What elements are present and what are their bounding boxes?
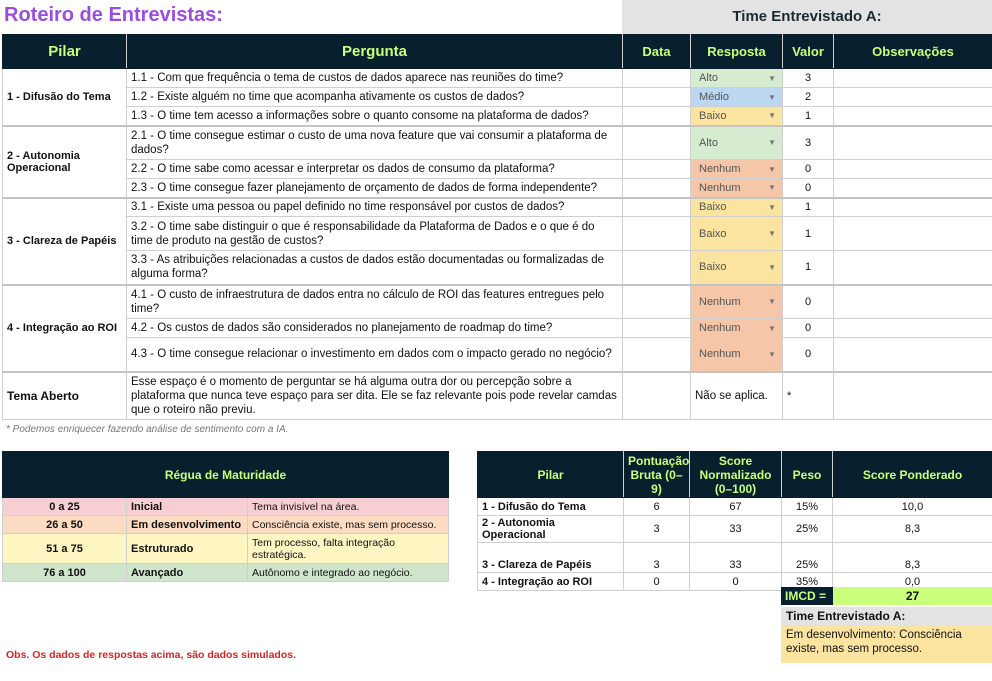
score-pilar: 1 - Difusão do Tema xyxy=(478,498,624,516)
response-dropdown[interactable] xyxy=(691,69,783,88)
imcd-value: 27 xyxy=(833,587,992,605)
score-peso: 25% xyxy=(782,516,833,543)
score-raw: 3 xyxy=(624,543,690,573)
pilar-cell: 4 - Integração ao ROI xyxy=(3,285,127,372)
value-cell: 1 xyxy=(783,107,834,126)
date-cell[interactable] xyxy=(623,217,691,251)
value-cell: 0 xyxy=(783,319,834,338)
pilar-cell: 2 - Autonomia Operacional xyxy=(3,126,127,198)
maturity-desc: Tema invisível na área. xyxy=(248,498,449,516)
response-label: Baixo xyxy=(699,201,727,214)
response-chip[interactable] xyxy=(691,110,782,122)
response-label: Médio xyxy=(699,91,729,103)
response-dropdown[interactable] xyxy=(691,338,783,372)
observation-cell[interactable] xyxy=(834,107,992,126)
maturity-range: 0 a 25 xyxy=(3,498,127,516)
maturity-row xyxy=(3,498,449,516)
response-chip[interactable] xyxy=(691,348,782,360)
question-cell: 3.3 - As atribuições relacionadas a custos de dados estão documentadas ou formalizadas de alguma forma? xyxy=(127,251,623,285)
table-row xyxy=(3,198,992,217)
response-dropdown[interactable] xyxy=(691,160,783,179)
score-header-peso: Peso xyxy=(782,452,833,498)
score-norm: 67 xyxy=(690,498,782,516)
score-raw: 6 xyxy=(624,498,690,516)
col-header-resposta: Resposta xyxy=(691,35,783,69)
score-table xyxy=(477,451,992,591)
chevron-down-icon[interactable]: ▼ xyxy=(768,164,776,174)
score-pilar: 4 - Integração ao ROI xyxy=(478,573,624,591)
response-chip[interactable] xyxy=(691,261,782,273)
team-header: Time Entrevistado A: xyxy=(622,0,992,34)
response-label: Baixo xyxy=(699,109,727,122)
table-row xyxy=(3,88,992,107)
result-team: Time Entrevistado A: xyxy=(781,607,992,626)
score-pond: 10,0 xyxy=(833,498,992,516)
pilar-cell: 1 - Difusão do Tema xyxy=(3,69,127,126)
score-norm: 33 xyxy=(690,516,782,543)
score-norm: 33 xyxy=(690,543,782,573)
score-pond: 0,0 xyxy=(833,573,992,591)
response-dropdown[interactable] xyxy=(691,319,783,338)
response-label: Baixo xyxy=(699,227,727,240)
value-cell: 1 xyxy=(783,198,834,217)
maturity-level: Estruturado xyxy=(127,534,248,564)
score-raw: 0 xyxy=(624,573,690,591)
table-row xyxy=(3,217,992,251)
response-label: Baixo xyxy=(699,261,727,274)
observation-cell[interactable] xyxy=(834,319,992,338)
date-cell[interactable] xyxy=(623,198,691,217)
date-cell[interactable] xyxy=(623,251,691,285)
chevron-down-icon[interactable]: ▼ xyxy=(768,323,776,333)
table-row xyxy=(3,319,992,338)
score-header-raw: Pontuação Bruta (0–9) xyxy=(624,452,690,498)
col-header-valor: Valor xyxy=(783,35,834,69)
response-chip[interactable] xyxy=(691,322,782,334)
response-dropdown[interactable] xyxy=(691,217,783,251)
response-dropdown[interactable] xyxy=(691,251,783,285)
footnote: * Podemos enriquecer fazendo análise de sentimento com a IA. xyxy=(6,424,289,435)
open-topic-row xyxy=(3,372,992,420)
response-chip[interactable] xyxy=(691,201,782,213)
value-cell: 0 xyxy=(783,338,834,372)
response-chip[interactable] xyxy=(691,137,782,149)
date-cell[interactable] xyxy=(623,69,691,88)
observation-cell[interactable] xyxy=(834,179,992,198)
maturity-desc: Autônomo e integrado ao negócio. xyxy=(248,564,449,582)
question-cell: 4.2 - Os custos de dados são considerados no planejamento de roadmap do time? xyxy=(127,319,623,338)
page-title: Roteiro de Entrevistas: xyxy=(4,4,223,26)
question-cell: 3.1 - Existe uma pessoa ou papel definido no time responsável por custos de dados? xyxy=(127,198,623,217)
chevron-down-icon[interactable]: ▼ xyxy=(768,183,776,193)
question-cell: 1.3 - O time tem acesso a informações sobre o quanto consome na plataforma de dados? xyxy=(127,107,623,126)
response-chip[interactable] xyxy=(691,296,782,308)
response-label: Alto xyxy=(699,136,718,149)
response-dropdown[interactable] xyxy=(691,285,783,319)
response-label: Alto xyxy=(699,72,718,84)
score-header-norm: Score Normalizado (0–100) xyxy=(690,452,782,498)
value-cell: 0 xyxy=(783,285,834,319)
value-cell: 0 xyxy=(783,160,834,179)
interview-table xyxy=(2,34,992,420)
maturity-table xyxy=(2,451,449,582)
col-header-pergunta: Pergunta xyxy=(127,35,623,69)
response-chip[interactable] xyxy=(691,163,782,175)
question-cell: 1.2 - Existe alguém no time que acompanha ativamente os custos de dados? xyxy=(127,88,623,107)
chevron-down-icon[interactable]: ▼ xyxy=(768,111,776,121)
observation-cell[interactable] xyxy=(834,338,992,372)
observation-cell[interactable] xyxy=(834,126,992,160)
date-cell[interactable] xyxy=(623,160,691,179)
maturity-row xyxy=(3,534,449,564)
maturity-title: Régua de Maturidade xyxy=(3,452,449,498)
observation-cell[interactable] xyxy=(834,251,992,285)
score-header-pilar: Pilar xyxy=(478,452,624,498)
value-cell: 3 xyxy=(783,126,834,160)
question-cell: 1.1 - Com que frequência o tema de custos de dados aparece nas reuniões do time? xyxy=(127,69,623,88)
open-topic-pilar: Tema Aberto xyxy=(3,372,127,420)
date-cell[interactable] xyxy=(623,285,691,319)
response-label: Nenhum xyxy=(699,163,741,175)
chevron-down-icon[interactable]: ▼ xyxy=(768,92,776,102)
chevron-down-icon[interactable]: ▼ xyxy=(768,202,776,212)
observation-cell[interactable] xyxy=(834,217,992,251)
response-dropdown[interactable] xyxy=(691,107,783,126)
table-row xyxy=(3,179,992,198)
response-dropdown[interactable] xyxy=(691,198,783,217)
open-topic-observations[interactable] xyxy=(834,372,992,420)
open-topic-value: * xyxy=(783,372,834,420)
response-label: Nenhum xyxy=(699,348,741,361)
chevron-down-icon[interactable]: ▼ xyxy=(768,297,776,307)
value-cell: 2 xyxy=(783,88,834,107)
response-label: Nenhum xyxy=(699,181,741,194)
question-cell: 4.3 - O time consegue relacionar o investimento em dados com o impacto gerado no negócio? xyxy=(127,338,623,372)
open-topic-question: Esse espaço é o momento de perguntar se há alguma outra dor ou percepção sobre a plataforma que nunca teve espaço para ser dita. Ele se faz relevante pois pode revelar camdas que o roteiro não previu. xyxy=(127,372,623,420)
score-peso: 25% xyxy=(782,543,833,573)
question-cell: 2.2 - O time sabe como acessar e interpretar os dados de consumo da plataforma? xyxy=(127,160,623,179)
maturity-range: 26 a 50 xyxy=(3,516,127,534)
open-topic-response[interactable]: Não se aplica. xyxy=(691,372,783,420)
chevron-down-icon[interactable]: ▼ xyxy=(768,138,776,148)
table-row xyxy=(3,69,992,88)
response-label: Nenhum xyxy=(699,295,741,308)
chevron-down-icon[interactable]: ▼ xyxy=(768,229,776,238)
chevron-down-icon[interactable]: ▼ xyxy=(768,349,776,359)
observation-cell[interactable] xyxy=(834,285,992,319)
table-row xyxy=(3,338,992,372)
score-row xyxy=(478,498,992,516)
maturity-row xyxy=(3,516,449,534)
maturity-level: Inicial xyxy=(127,498,248,516)
score-row xyxy=(478,516,992,543)
observation-cell[interactable] xyxy=(834,160,992,179)
value-cell: 3 xyxy=(783,69,834,88)
observation-cell[interactable] xyxy=(834,69,992,88)
col-header-observacoes: Observações xyxy=(834,35,992,69)
score-header-pond: Score Ponderado xyxy=(833,452,992,498)
observation-cell[interactable] xyxy=(834,198,992,217)
score-row xyxy=(478,543,992,573)
response-dropdown[interactable] xyxy=(691,126,783,160)
date-cell[interactable] xyxy=(623,338,691,372)
question-cell: 2.3 - O time consegue fazer planejamento de orçamento de dados de forma independente? xyxy=(127,179,623,198)
col-header-pilar: Pilar xyxy=(3,35,127,69)
simulated-data-note: Obs. Os dados de respostas acima, são dados simulados. xyxy=(6,649,297,661)
score-peso: 15% xyxy=(782,498,833,516)
response-chip[interactable] xyxy=(691,182,782,194)
score-pilar: 3 - Clareza de Papéis xyxy=(478,543,624,573)
score-norm: 0 xyxy=(690,573,782,591)
maturity-range: 76 a 100 xyxy=(3,564,127,582)
maturity-desc: Consciência existe, mas sem processo. xyxy=(248,516,449,534)
table-row xyxy=(3,126,992,160)
maturity-row xyxy=(3,564,449,582)
maturity-level: Em desenvolvimento xyxy=(127,516,248,534)
table-header-row xyxy=(3,35,992,69)
date-cell[interactable] xyxy=(623,179,691,198)
open-topic-date[interactable] xyxy=(623,372,691,420)
chevron-down-icon[interactable]: ▼ xyxy=(768,262,776,272)
question-cell: 3.2 - O time sabe distinguir o que é responsabilidade da Plataforma de Dados e o que é do time de produto na gestão de custos? xyxy=(127,217,623,251)
date-cell[interactable] xyxy=(623,88,691,107)
response-chip[interactable] xyxy=(691,72,782,84)
response-dropdown[interactable] xyxy=(691,179,783,198)
maturity-desc: Tem processo, falta integração estratégica. xyxy=(248,534,449,564)
table-row xyxy=(3,251,992,285)
result-text: Em desenvolvimento: Consciência existe, mas sem processo. xyxy=(781,626,992,663)
date-cell[interactable] xyxy=(623,319,691,338)
chevron-down-icon[interactable]: ▼ xyxy=(768,73,776,83)
value-cell: 0 xyxy=(783,179,834,198)
response-label: Nenhum xyxy=(699,322,741,334)
table-row xyxy=(3,160,992,179)
date-cell[interactable] xyxy=(623,126,691,160)
score-pilar: 2 - Autonomia Operacional xyxy=(478,516,624,543)
maturity-range: 51 a 75 xyxy=(3,534,127,564)
score-peso: 35% xyxy=(782,573,833,591)
score-pond: 8,3 xyxy=(833,516,992,543)
question-cell: 4.1 - O custo de infraestrutura de dados entra no cálculo de ROI das features entregues pelo time? xyxy=(127,285,623,319)
response-chip[interactable] xyxy=(691,91,782,103)
imcd-label: IMCD = xyxy=(781,587,833,605)
observation-cell[interactable] xyxy=(834,88,992,107)
score-pond: 8,3 xyxy=(833,543,992,573)
response-chip[interactable] xyxy=(691,228,782,240)
maturity-level: Avançado xyxy=(127,564,248,582)
score-raw: 3 xyxy=(624,516,690,543)
date-cell[interactable] xyxy=(623,107,691,126)
col-header-data: Data xyxy=(623,35,691,69)
table-row xyxy=(3,285,992,319)
value-cell: 1 xyxy=(783,251,834,285)
table-row xyxy=(3,107,992,126)
response-dropdown[interactable] xyxy=(691,88,783,107)
pilar-cell: 3 - Clareza de Papéis xyxy=(3,198,127,285)
question-cell: 2.1 - O time consegue estimar o custo de uma nova feature que vai consumir a plataforma de dados? xyxy=(127,126,623,160)
value-cell: 1 xyxy=(783,217,834,251)
